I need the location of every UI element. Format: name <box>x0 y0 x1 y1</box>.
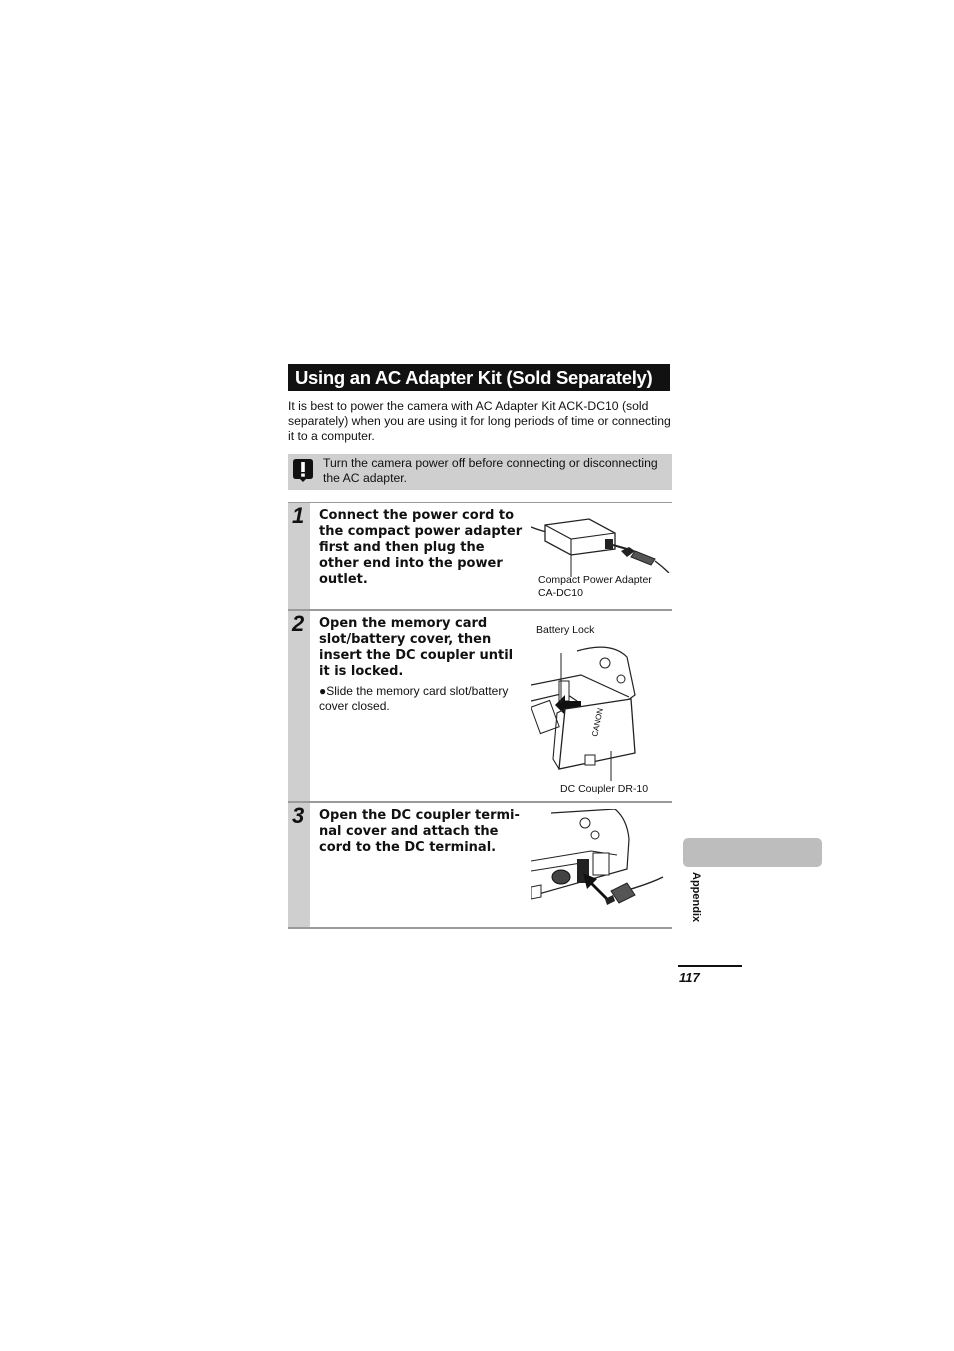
step-number: 2 <box>292 611 305 636</box>
intro-paragraph: It is best to power the camera with AC Adapter Kit ACK-DC10 (sold separately) when you are using it for long periods of time or connecting it to a computer. <box>288 399 671 443</box>
page-number-rule <box>678 965 742 967</box>
caption-line: Compact Power Adapter <box>538 574 652 586</box>
step-number-column <box>288 611 310 801</box>
caution-icon <box>291 457 315 483</box>
brand-mark-icon: CANON <box>590 707 605 738</box>
bullet-dot-icon: ● <box>319 684 327 698</box>
step-number: 1 <box>292 503 305 528</box>
step-instruction: Open the DC coupler termi- nal cover and attach the cord to the DC terminal. <box>319 808 520 855</box>
dc-coupler-illustration <box>531 641 671 781</box>
chapter-tab-label: Appendix <box>690 872 702 923</box>
bullet-text: Slide the memory card slot/battery cover closed. <box>319 684 509 713</box>
chapter-tab[interactable] <box>683 838 822 867</box>
power-adapter-illustration <box>531 511 671 573</box>
adapter-caption <box>538 574 652 600</box>
step-2 <box>288 609 672 801</box>
page-number: 117 <box>679 970 700 985</box>
step-number-column <box>288 503 310 609</box>
dc-terminal-illustration <box>531 809 667 917</box>
bullet-note <box>319 684 529 714</box>
step-number-column <box>288 803 310 927</box>
step-number: 3 <box>292 803 305 828</box>
section-title: Using an AC Adapter Kit (Sold Separately) <box>288 364 670 391</box>
step-instruction: Connect the power cord to the compact power adapter first and then plug the other end into the power outlet. <box>319 508 523 587</box>
caution-box <box>288 454 672 490</box>
caution-text: Turn the camera power off before connecting or disconnecting the AC adapter. <box>323 456 658 485</box>
step-instruction: Open the memory card slot/battery cover, then insert the DC coupler until it is locked. <box>319 616 514 679</box>
caption-line: CA-DC10 <box>538 587 583 599</box>
step-1 <box>288 502 672 609</box>
step-3 <box>288 801 672 929</box>
battery-lock-caption: Battery Lock <box>536 624 595 636</box>
dc-coupler-caption: DC Coupler DR-10 <box>560 783 649 795</box>
steps-list <box>288 502 672 929</box>
